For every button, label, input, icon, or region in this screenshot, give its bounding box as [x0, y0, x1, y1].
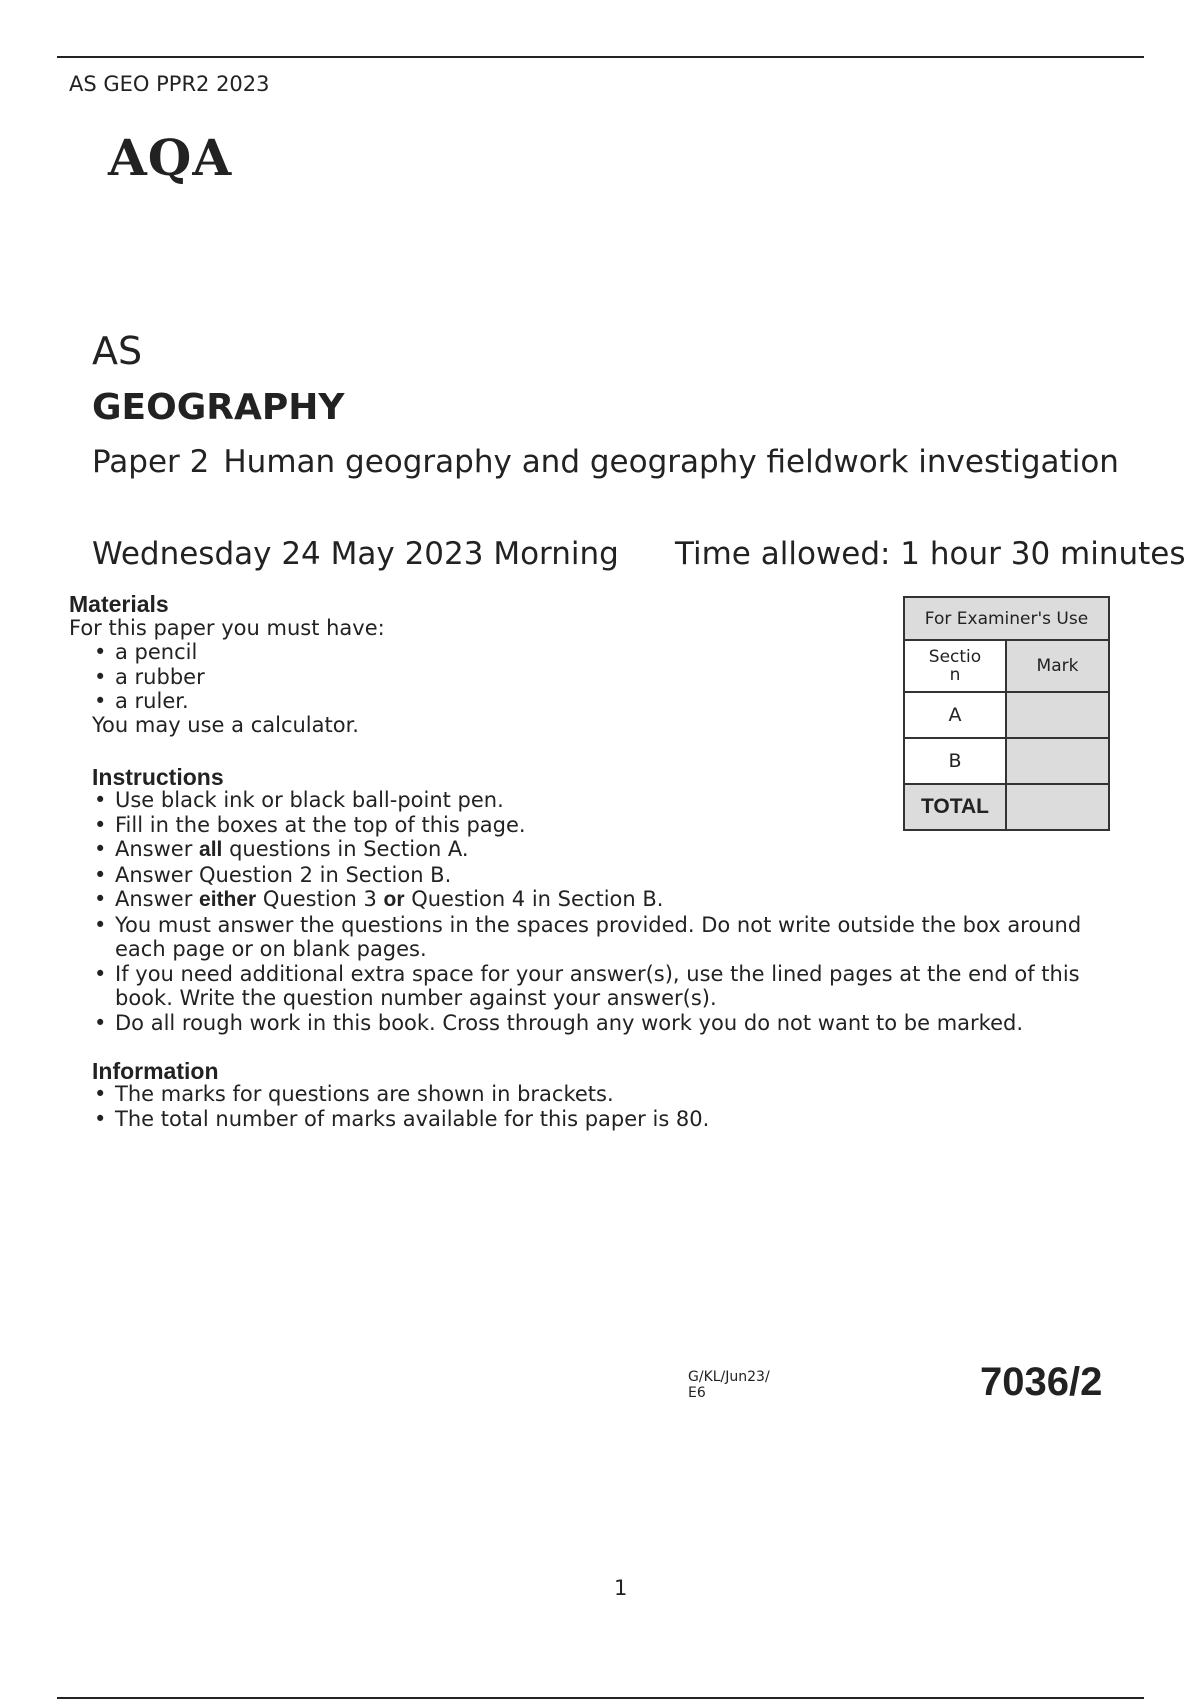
instructions-heading: Instructions	[92, 764, 224, 790]
paper-title	[92, 444, 1119, 480]
page-number: 1	[614, 1576, 628, 1600]
total-mark-cell	[1006, 784, 1109, 830]
time-allowed: Time allowed: 1 hour 30 minutes	[675, 536, 1186, 572]
list-item: • a rubber	[92, 665, 205, 690]
materials-list	[92, 640, 205, 714]
list-item: • Fill in the boxes at the top of this page.	[92, 813, 1092, 838]
section-b-mark-cell	[1006, 738, 1109, 784]
information-heading: Information	[92, 1058, 219, 1084]
calculator-note: You may use a calculator.	[92, 713, 359, 737]
materials-heading: Materials	[69, 591, 169, 617]
top-rule	[57, 56, 1144, 58]
paper-title-text: Human geography and geography fieldwork investigation	[223, 444, 1119, 480]
paper-number: Paper 2	[92, 444, 210, 480]
mark-column-header: Mark	[1006, 640, 1109, 692]
list-item: • If you need additional extra space for your answer(s), use the lined pages at the end of this book. Write the question number against your answer(s).	[92, 962, 1092, 1011]
header-code: AS GEO PPR2 2023	[69, 72, 270, 96]
list-item: • Answer either Question 3 or Question 4 in Section B.	[92, 887, 1092, 913]
section-column-header: Sectio n	[904, 640, 1006, 692]
qualification-level: AS	[92, 329, 143, 373]
list-item: • The marks for questions are shown in brackets.	[92, 1082, 709, 1107]
information-list	[92, 1082, 709, 1131]
aqa-logo: AQA	[108, 128, 233, 187]
section-a-label: A	[904, 692, 1006, 738]
list-item: • a ruler.	[92, 689, 205, 714]
examiner-use-table	[903, 596, 1110, 831]
list-item: • Use black ink or black ball-point pen.	[92, 788, 1092, 813]
list-item: • a pencil	[92, 640, 205, 665]
subject-title: GEOGRAPHY	[92, 387, 345, 428]
document-reference: G/KL/Jun23/ E6	[688, 1369, 770, 1401]
paper-code: 7036/2	[980, 1360, 1103, 1404]
list-item: • Do all rough work in this book. Cross through any work you do not want to be marked.	[92, 1011, 1092, 1036]
list-item: • The total number of marks available for this paper is 80.	[92, 1107, 709, 1132]
section-a-mark-cell	[1006, 692, 1109, 738]
total-label: TOTAL	[904, 784, 1006, 830]
exam-date: Wednesday 24 May 2023 Morning	[92, 536, 619, 572]
examiner-use-title: For Examiner's Use	[904, 597, 1109, 640]
list-item: • Answer all questions in Section A.	[92, 837, 1092, 863]
list-item: • Answer Question 2 in Section B.	[92, 863, 1092, 888]
bottom-rule	[57, 1697, 1144, 1699]
materials-intro: For this paper you must have:	[69, 616, 385, 640]
list-item: • You must answer the questions in the spaces provided. Do not write outside the box around each page or on blank pages.	[92, 913, 1092, 962]
section-b-label: B	[904, 738, 1006, 784]
